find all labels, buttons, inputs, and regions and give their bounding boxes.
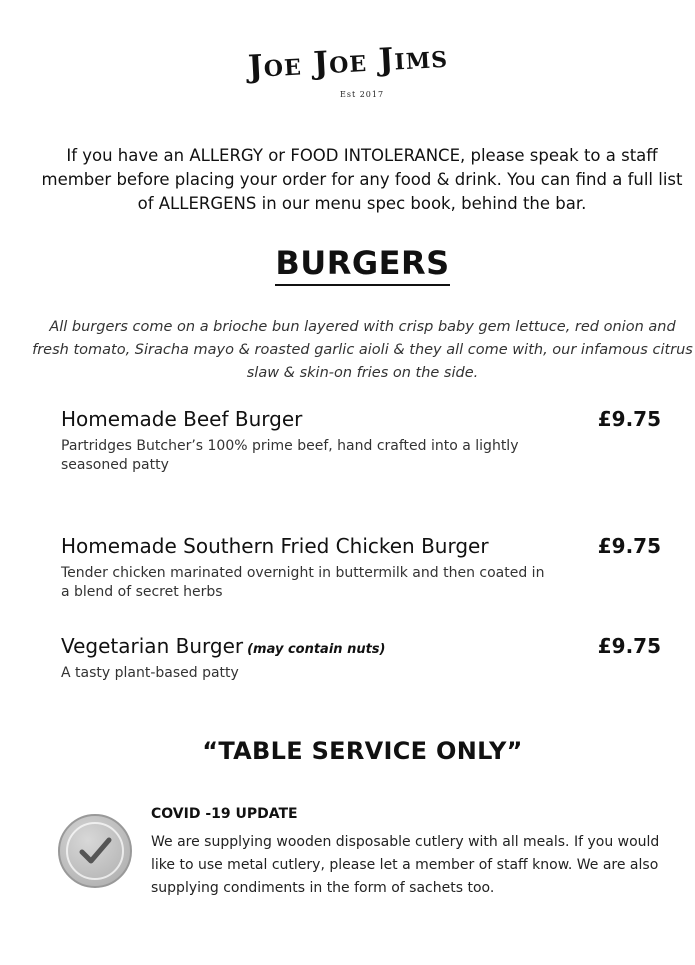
- section-intro: All burgers come on a brioche bun layered with crisp baby gem lettuce, red onion and fresh tomato, Siracha mayo & roasted garlic aioli & they all come with, our infamous citrus slaw & skin-on fries on the side.: [32, 319, 693, 381]
- menu-item-chicken-burger: [61, 534, 661, 602]
- brand-logo: [0, 38, 695, 99]
- menu-item-beef-burger: [61, 407, 661, 475]
- allergy-notice: If you have an ALLERGY or FOOD INTOLERANCE, please speak to a staff member before placing your order for any food & drink. You can find a full list of ALLERGENS in our menu spec book, behind the bar.: [41, 146, 683, 213]
- covid-safe-badge-icon: [58, 814, 132, 888]
- brand-est: Est 2017: [340, 90, 385, 99]
- menu-item-name-text: Vegetarian Burger: [61, 634, 244, 658]
- section-title: [0, 244, 695, 282]
- menu-item-description: Tender chicken marinated overnight in buttermilk and then coated in a blend of secret herbs: [61, 565, 545, 600]
- menu-item-name: [61, 407, 661, 431]
- covid-update-title: COVID -19 UPDATE: [151, 806, 298, 822]
- menu-item-price: £9.75: [597, 634, 661, 658]
- menu-item-name-text: Homemade Southern Fried Chicken Burger: [61, 534, 489, 558]
- menu-item-name: [61, 634, 661, 658]
- covid-update-body: We are supplying wooden disposable cutlery with all meals. If you would like to use metal cutlery, please let a member of staff know. We are also supplying condiments in the form of sachets too.: [151, 834, 660, 896]
- table-service-notice: “TABLE SERVICE ONLY”: [202, 737, 523, 765]
- menu-item-price: £9.75: [597, 407, 661, 431]
- brand-name: Joe Joe Jims: [246, 38, 449, 86]
- menu-item-name: [61, 534, 661, 558]
- menu-item-description: Partridges Butcher’s 100% prime beef, hand crafted into a lightly seasoned patty: [61, 438, 519, 473]
- menu-item-note: (may contain nuts): [247, 642, 386, 657]
- menu-item-name-text: Homemade Beef Burger: [61, 407, 303, 431]
- menu-item-price: £9.75: [597, 534, 661, 558]
- section-title-text: BURGERS: [275, 244, 449, 286]
- menu-item-description: A tasty plant-based patty: [61, 665, 239, 681]
- menu-item-vegetarian-burger: [61, 634, 661, 683]
